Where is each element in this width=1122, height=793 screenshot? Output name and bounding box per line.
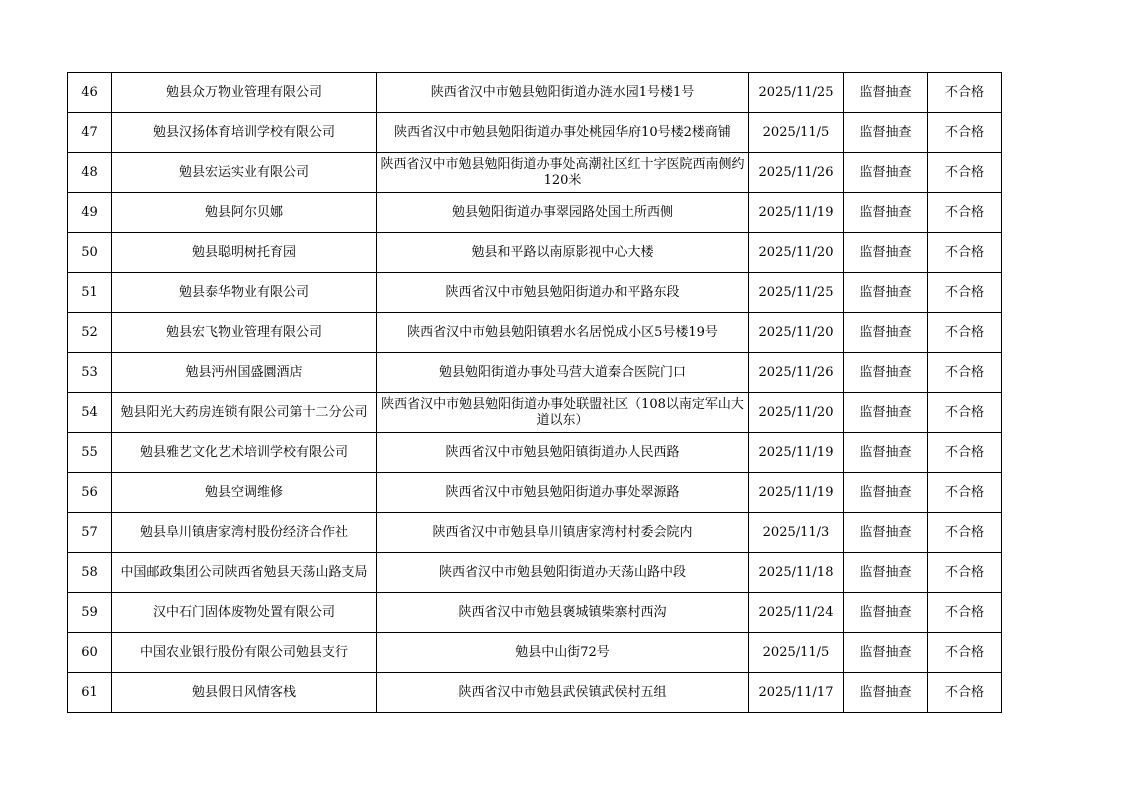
company-name-cell: 勉县宏飞物业管理有限公司 (112, 313, 377, 353)
company-name-cell: 勉县泰华物业有限公司 (112, 273, 377, 313)
inspection-type-cell: 监督抽查 (844, 353, 928, 393)
table-row (68, 633, 1002, 673)
inspection-results-table (67, 72, 1002, 713)
company-name-cell: 勉县宏运实业有限公司 (112, 153, 377, 193)
inspection-date-cell: 2025/11/24 (749, 593, 844, 633)
address-cell: 陕西省汉中市勉县褒城镇柴寨村西沟 (377, 593, 749, 633)
row-number-cell: 61 (68, 673, 112, 713)
company-name-cell: 中国邮政集团公司陕西省勉县天荡山路支局 (112, 553, 377, 593)
inspection-date-cell: 2025/11/20 (749, 313, 844, 353)
result-cell: 不合格 (928, 313, 1002, 353)
table-row (68, 353, 1002, 393)
table-row (68, 193, 1002, 233)
result-cell: 不合格 (928, 153, 1002, 193)
company-name-cell: 中国农业银行股份有限公司勉县支行 (112, 633, 377, 673)
inspection-type-cell: 监督抽查 (844, 673, 928, 713)
result-cell: 不合格 (928, 433, 1002, 473)
inspection-date-cell: 2025/11/19 (749, 473, 844, 513)
table-row (68, 553, 1002, 593)
address-cell: 陕西省汉中市勉县勉阳街道办事处联盟社区（108以南定军山大道以东） (377, 393, 749, 433)
address-cell: 陕西省汉中市勉县勉阳街道办涟水园1号楼1号 (377, 73, 749, 113)
table-row (68, 673, 1002, 713)
address-cell: 勉县勉阳街道办事翠园路处国土所西侧 (377, 193, 749, 233)
row-number-cell: 47 (68, 113, 112, 153)
company-name-cell: 汉中石门固体废物处置有限公司 (112, 593, 377, 633)
row-number-cell: 49 (68, 193, 112, 233)
result-cell: 不合格 (928, 393, 1002, 433)
inspection-type-cell: 监督抽查 (844, 73, 928, 113)
company-name-cell: 勉县沔州国盛圜酒店 (112, 353, 377, 393)
inspection-type-cell: 监督抽查 (844, 593, 928, 633)
inspection-type-cell: 监督抽查 (844, 313, 928, 353)
row-number-cell: 59 (68, 593, 112, 633)
inspection-date-cell: 2025/11/5 (749, 113, 844, 153)
inspection-type-cell: 监督抽查 (844, 113, 928, 153)
inspection-type-cell: 监督抽查 (844, 473, 928, 513)
inspection-type-cell: 监督抽查 (844, 273, 928, 313)
inspection-type-cell: 监督抽查 (844, 233, 928, 273)
company-name-cell: 勉县阜川镇唐家湾村股份经济合作社 (112, 513, 377, 553)
inspection-type-cell: 监督抽查 (844, 553, 928, 593)
table-body (68, 73, 1002, 713)
result-cell: 不合格 (928, 113, 1002, 153)
result-cell: 不合格 (928, 193, 1002, 233)
address-cell: 陕西省汉中市勉县勉阳街道办事处翠源路 (377, 473, 749, 513)
company-name-cell: 勉县阿尔贝娜 (112, 193, 377, 233)
company-name-cell: 勉县聪明树托育园 (112, 233, 377, 273)
address-cell: 陕西省汉中市勉县勉阳街道办和平路东段 (377, 273, 749, 313)
row-number-cell: 46 (68, 73, 112, 113)
inspection-type-cell: 监督抽查 (844, 633, 928, 673)
result-cell: 不合格 (928, 353, 1002, 393)
result-cell: 不合格 (928, 593, 1002, 633)
row-number-cell: 52 (68, 313, 112, 353)
inspection-date-cell: 2025/11/18 (749, 553, 844, 593)
row-number-cell: 53 (68, 353, 112, 393)
inspection-type-cell: 监督抽查 (844, 513, 928, 553)
result-cell: 不合格 (928, 73, 1002, 113)
company-name-cell: 勉县阳光大药房连锁有限公司第十二分公司 (112, 393, 377, 433)
row-number-cell: 60 (68, 633, 112, 673)
table-row (68, 233, 1002, 273)
table-row (68, 593, 1002, 633)
result-cell: 不合格 (928, 553, 1002, 593)
address-cell: 勉县和平路以南原影视中心大楼 (377, 233, 749, 273)
inspection-type-cell: 监督抽查 (844, 393, 928, 433)
inspection-date-cell: 2025/11/3 (749, 513, 844, 553)
table-row (68, 513, 1002, 553)
row-number-cell: 54 (68, 393, 112, 433)
address-cell: 陕西省汉中市勉县勉阳街道办事处桃园华府10号楼2楼商铺 (377, 113, 749, 153)
row-number-cell: 55 (68, 433, 112, 473)
row-number-cell: 58 (68, 553, 112, 593)
result-cell: 不合格 (928, 673, 1002, 713)
table-row (68, 113, 1002, 153)
inspection-date-cell: 2025/11/20 (749, 233, 844, 273)
company-name-cell: 勉县雅艺文化艺术培训学校有限公司 (112, 433, 377, 473)
address-cell: 陕西省汉中市勉县勉阳镇碧水名居悦成小区5号楼19号 (377, 313, 749, 353)
company-name-cell: 勉县汉扬体育培训学校有限公司 (112, 113, 377, 153)
company-name-cell: 勉县假日风情客栈 (112, 673, 377, 713)
row-number-cell: 50 (68, 233, 112, 273)
inspection-date-cell: 2025/11/25 (749, 273, 844, 313)
table-row (68, 73, 1002, 113)
row-number-cell: 57 (68, 513, 112, 553)
table-row (68, 433, 1002, 473)
address-cell: 勉县勉阳街道办事处马营大道秦合医院门口 (377, 353, 749, 393)
inspection-date-cell: 2025/11/20 (749, 393, 844, 433)
inspection-date-cell: 2025/11/26 (749, 153, 844, 193)
inspection-type-cell: 监督抽查 (844, 433, 928, 473)
address-cell: 陕西省汉中市勉县勉阳镇街道办人民西路 (377, 433, 749, 473)
company-name-cell: 勉县空调维修 (112, 473, 377, 513)
table-row (68, 313, 1002, 353)
company-name-cell: 勉县众万物业管理有限公司 (112, 73, 377, 113)
table-row (68, 273, 1002, 313)
inspection-date-cell: 2025/11/5 (749, 633, 844, 673)
address-cell: 陕西省汉中市勉县勉阳街道办天荡山路中段 (377, 553, 749, 593)
address-cell: 勉县中山街72号 (377, 633, 749, 673)
result-cell: 不合格 (928, 633, 1002, 673)
inspection-date-cell: 2025/11/26 (749, 353, 844, 393)
inspection-date-cell: 2025/11/25 (749, 73, 844, 113)
address-cell: 陕西省汉中市勉县勉阳街道办事处高潮社区红十字医院西南侧约120米 (377, 153, 749, 193)
result-cell: 不合格 (928, 233, 1002, 273)
row-number-cell: 56 (68, 473, 112, 513)
result-cell: 不合格 (928, 273, 1002, 313)
row-number-cell: 51 (68, 273, 112, 313)
inspection-date-cell: 2025/11/19 (749, 193, 844, 233)
inspection-date-cell: 2025/11/17 (749, 673, 844, 713)
table-row (68, 393, 1002, 433)
inspection-date-cell: 2025/11/19 (749, 433, 844, 473)
result-cell: 不合格 (928, 473, 1002, 513)
table-row (68, 153, 1002, 193)
address-cell: 陕西省汉中市勉县阜川镇唐家湾村村委会院内 (377, 513, 749, 553)
result-cell: 不合格 (928, 513, 1002, 553)
table-row (68, 473, 1002, 513)
inspection-type-cell: 监督抽查 (844, 193, 928, 233)
inspection-type-cell: 监督抽查 (844, 153, 928, 193)
row-number-cell: 48 (68, 153, 112, 193)
address-cell: 陕西省汉中市勉县武侯镇武侯村五组 (377, 673, 749, 713)
